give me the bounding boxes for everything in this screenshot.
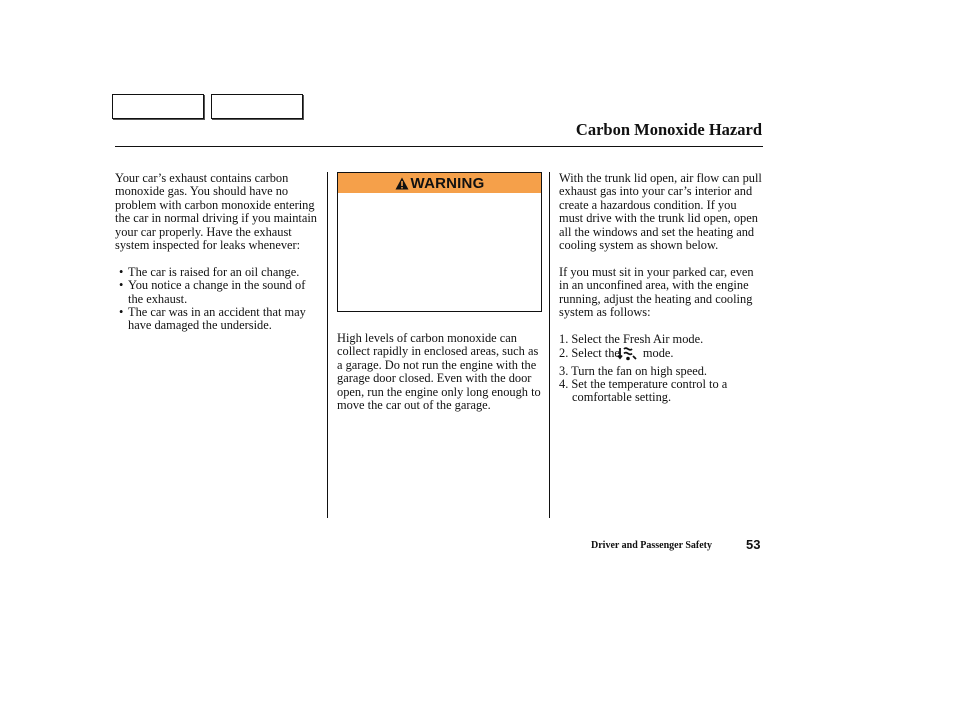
section-name: Driver and Passenger Safety bbox=[591, 540, 713, 551]
nav-button-2[interactable] bbox=[211, 94, 303, 119]
warning-box bbox=[337, 172, 542, 312]
title-rule bbox=[115, 146, 763, 147]
page-number: 53 bbox=[746, 537, 761, 552]
step-4: 4. Set the temperature control to a comfortable setting. bbox=[559, 377, 728, 405]
warning-header bbox=[338, 173, 541, 193]
step-1: 1. Select the Fresh Air mode. bbox=[559, 331, 704, 346]
step-2-suffix: mode. bbox=[642, 346, 674, 361]
parked-paragraph: If you must sit in your parked car, even in an unconfined area, with the engine running, adjust the heating and cooling system as follows: bbox=[559, 264, 754, 320]
step-2-text: 2. Select the bbox=[559, 346, 620, 361]
column-divider-2 bbox=[549, 172, 550, 518]
steps-list bbox=[559, 333, 763, 405]
step-2 bbox=[559, 346, 763, 364]
step-3: 3. Turn the fan on high speed. bbox=[559, 363, 707, 378]
list-item: • The car was in an accident that may have damaged the underside. bbox=[115, 306, 321, 333]
column-2 bbox=[337, 332, 543, 412]
warning-body: High levels of carbon monoxide can collect rapidly in enclosed areas, such as a garage. Do not run the engine with the garage door closed. Even with the door open, run the engine only long enough to move the car out of the garage. bbox=[337, 331, 541, 413]
page-title: Carbon Monoxide Hazard bbox=[575, 120, 762, 139]
column-3 bbox=[559, 172, 763, 405]
column-divider-1 bbox=[327, 172, 328, 518]
inspection-list bbox=[115, 266, 321, 333]
warning-label: WARNING bbox=[410, 174, 485, 192]
vent-mode-icon bbox=[630, 346, 637, 364]
nav-button-1[interactable] bbox=[112, 94, 204, 119]
warning-triangle-icon bbox=[395, 177, 409, 190]
trunk-paragraph: With the trunk lid open, air flow can pull exhaust gas into your car’s interior and create a hazardous condition. If you must drive with the trunk lid open, open all the windows and set the heating and cooling system as shown below. bbox=[559, 171, 762, 253]
list-item: • The car is raised for an oil change. bbox=[115, 266, 321, 279]
column-1 bbox=[115, 172, 321, 333]
intro-paragraph: Your car’s exhaust contains carbon monoxide gas. You should have no problem with carbon monoxide entering the car in normal driving if you maintain your car properly. Have the exhaust system inspected for leaks whenever: bbox=[115, 171, 317, 253]
list-item: • You notice a change in the sound of the exhaust. bbox=[115, 279, 321, 306]
